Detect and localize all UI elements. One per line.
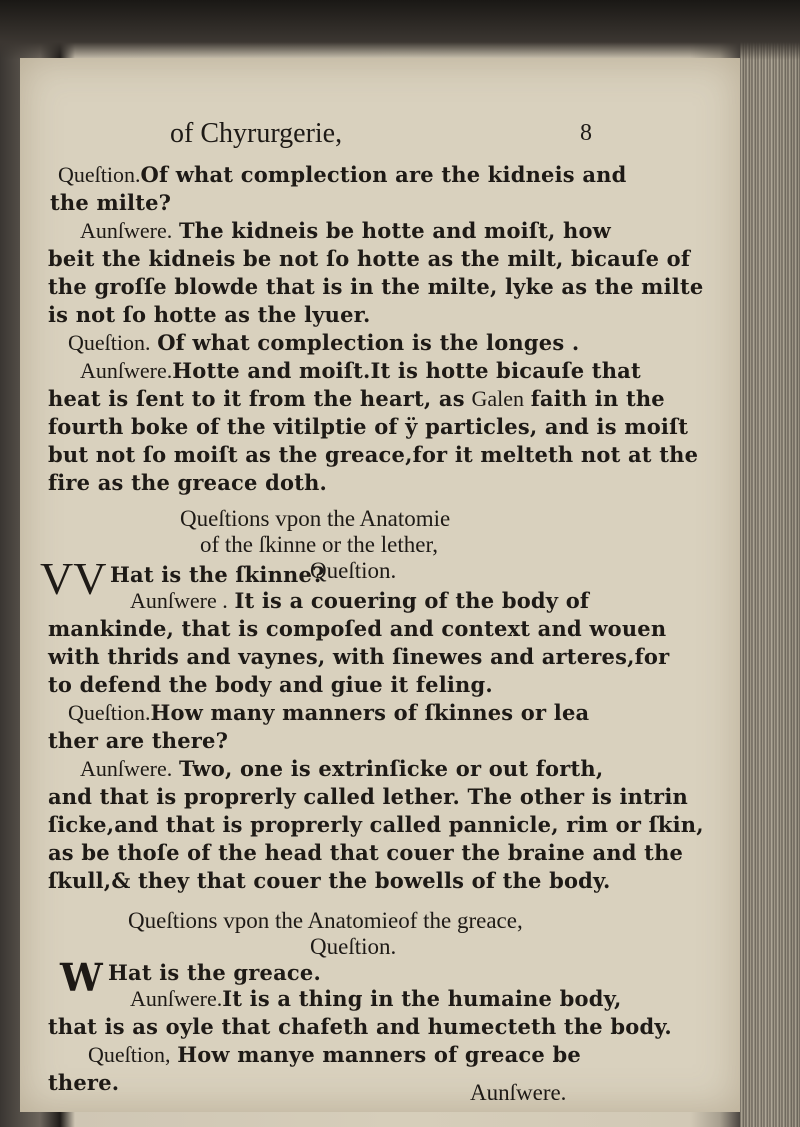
section-subheading: Queſtion. bbox=[310, 934, 397, 959]
line-text: ſkull,& they that couer the bowells of the body. bbox=[48, 868, 611, 893]
line-text: ſicke,and that is proprerly called pannicle, rim or ſkin, bbox=[48, 812, 704, 837]
answer-label: Aunſwere. bbox=[80, 358, 173, 383]
line-text: fourth boke of the vitilptie of ÿ particles, and is moiſt bbox=[48, 414, 689, 439]
text-line bbox=[80, 218, 611, 244]
line-text: as be thoſe of the head that couer the braine and the bbox=[48, 840, 684, 865]
question-label: Queſtion. bbox=[58, 162, 141, 187]
text-line bbox=[80, 358, 641, 384]
line-text: the milte? bbox=[50, 190, 172, 215]
line-text: Hat is the greace. bbox=[108, 960, 321, 985]
text-line bbox=[48, 246, 690, 272]
text-line bbox=[48, 616, 666, 642]
answer-label: Aunſwere. bbox=[130, 986, 223, 1011]
line-text: The kidneis be hotte and moiſt, how bbox=[178, 218, 611, 243]
line-text: to defend the body and giue it feling. bbox=[48, 672, 493, 697]
text-line bbox=[50, 190, 171, 216]
text-line bbox=[48, 784, 688, 810]
line-text: Of what complection are the kidneis and bbox=[140, 162, 627, 187]
text-line bbox=[48, 644, 669, 670]
line-text: there. bbox=[48, 1070, 120, 1095]
text-line bbox=[68, 700, 589, 726]
text-line bbox=[48, 672, 493, 698]
text-line bbox=[48, 728, 228, 754]
book-page bbox=[20, 58, 740, 1112]
line-text: beit the kidneis be not ſo hotte as the milt, bicauſe of bbox=[48, 246, 691, 271]
text-line bbox=[58, 162, 626, 188]
line-text: but not ſo moiſt as the greace,for it melteth not at the bbox=[48, 442, 699, 467]
line-text: mankinde, that is compoſed and context and wouen bbox=[48, 616, 667, 641]
text-line bbox=[48, 442, 698, 468]
catchword: Aunſwere. bbox=[470, 1080, 567, 1105]
line-text: is not ſo hotte as the lyuer. bbox=[48, 302, 371, 327]
text-line bbox=[130, 986, 621, 1012]
question-label: Queſtion. bbox=[68, 330, 151, 355]
section-heading: Queſtions vpon the Anatomie bbox=[180, 506, 451, 531]
page-text bbox=[20, 58, 740, 1112]
section-subheading: Queſtion. bbox=[310, 558, 397, 583]
line-text: It is a thing in the humaine body, bbox=[222, 986, 622, 1011]
text-line bbox=[48, 1014, 672, 1040]
answer-label: Aunſwere . bbox=[130, 588, 228, 613]
text-line bbox=[108, 960, 321, 986]
text-line bbox=[88, 1042, 581, 1068]
line-text: ther are there? bbox=[48, 728, 229, 753]
line-text: How manye manners of greace be bbox=[177, 1042, 581, 1067]
question-label: Queſtion. bbox=[68, 700, 151, 725]
running-head-title: of Chyrurgerie, bbox=[170, 118, 343, 149]
line-text: Of what complection is the longes . bbox=[157, 330, 580, 355]
question-label: Queſtion, bbox=[88, 1042, 171, 1067]
line-text: with thrids and vaynes, with ſinewes and arteres,for bbox=[48, 644, 670, 669]
author-name: Galen bbox=[471, 386, 524, 411]
text-line bbox=[48, 1070, 119, 1096]
page-edges bbox=[740, 0, 800, 1127]
drop-initial: W bbox=[60, 955, 103, 1000]
line-text: the groſſe blowde that is in the milte, lyke as the milte bbox=[48, 274, 704, 299]
line-text: Two, one is extrinſicke or out forth, bbox=[178, 756, 604, 781]
binding-shadow bbox=[0, 0, 800, 60]
line-text: heat is ſent to it from the heart, as bbox=[48, 386, 465, 411]
section-heading: of the ſkinne or the lether, bbox=[200, 532, 438, 557]
text-line bbox=[110, 562, 325, 588]
text-line bbox=[80, 756, 603, 782]
line-text: How many manners of ſkinnes or lea bbox=[150, 700, 590, 725]
line-text: that is as oyle that chafeth and humecteth the body. bbox=[48, 1014, 672, 1039]
text-line bbox=[48, 812, 704, 838]
line-text: and that is proprerly called lether. The other is intrin bbox=[48, 784, 688, 809]
line-text: Hat is the ſkinne? bbox=[110, 562, 325, 587]
text-line bbox=[130, 588, 589, 614]
page-number: 8 bbox=[580, 120, 592, 146]
text-line bbox=[48, 274, 703, 300]
line-text: It is a couering of the body of bbox=[234, 588, 590, 613]
drop-initial: VV bbox=[40, 553, 107, 604]
text-line bbox=[48, 470, 327, 496]
section-heading: Queſtions vpon the Anatomieof the greace, bbox=[128, 908, 523, 933]
line-text: faith in the bbox=[530, 386, 665, 411]
line-text: fire as the greace doth. bbox=[48, 470, 328, 495]
answer-label: Aunſwere. bbox=[80, 756, 173, 781]
text-line bbox=[48, 868, 611, 894]
text-line bbox=[48, 414, 688, 440]
text-line bbox=[48, 840, 683, 866]
answer-label: Aunſwere. bbox=[80, 218, 173, 243]
text-line bbox=[68, 330, 579, 356]
text-line bbox=[48, 386, 665, 412]
line-text: Hotte and moiſt.It is hotte bicauſe that bbox=[172, 358, 641, 383]
text-line bbox=[48, 302, 371, 328]
